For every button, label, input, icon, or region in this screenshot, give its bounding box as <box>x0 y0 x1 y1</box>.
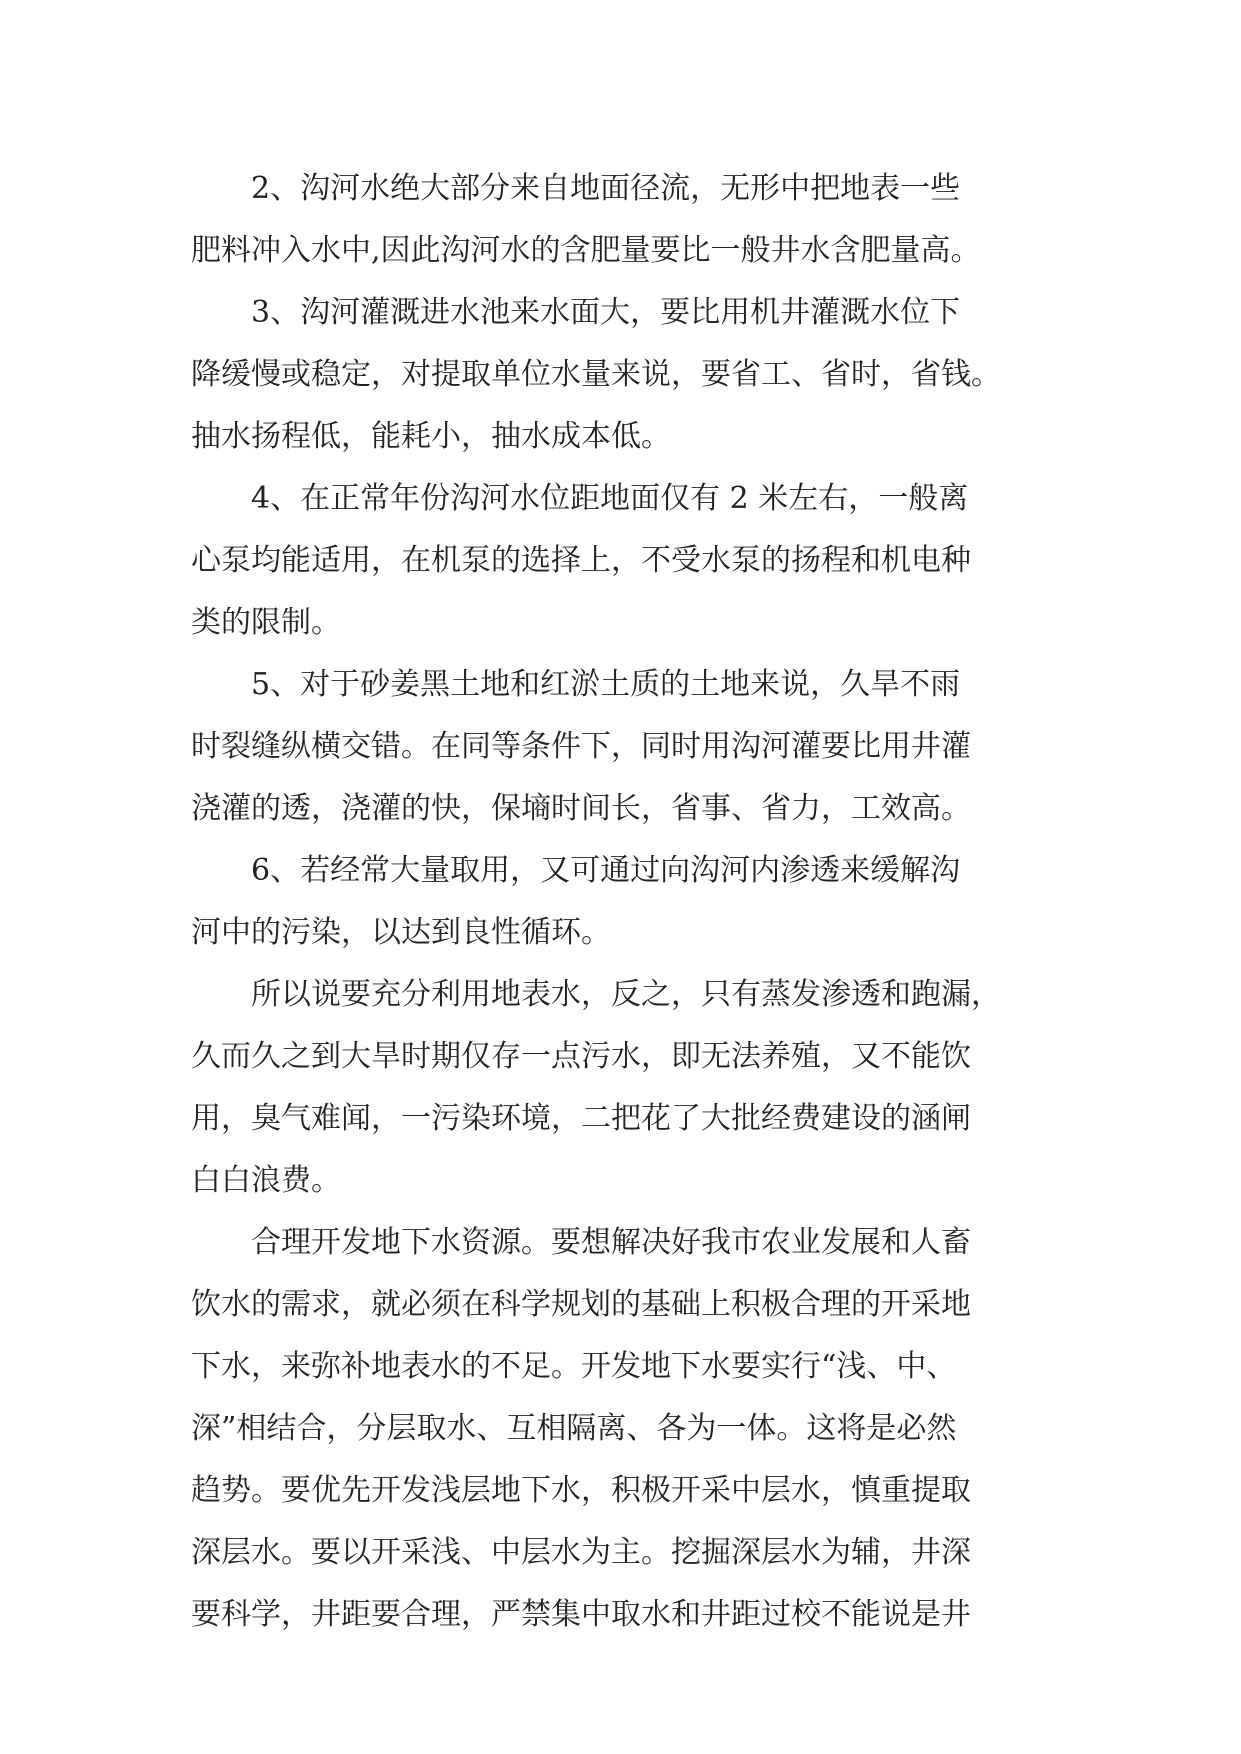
text-line: 河中的污染，以达到良性循环。 <box>191 915 611 950</box>
text-line: 所以说要充分利用地表水，反之，只有蒸发渗透和跑漏， <box>251 977 1001 1012</box>
text-line: 浇灌的透，浇灌的快，保墒时间长，省事、省力，工效高。 <box>191 791 971 826</box>
text-line: 合理开发地下水资源。要想解决好我市农业发展和人畜 <box>251 1225 971 1260</box>
text-line: 肥料冲入水中,因此沟河水的含肥量要比一般井水含肥量高。 <box>191 233 981 268</box>
text-line: 用，臭气难闻，一污染环境，二把花了大批经费建设的涵闸 <box>191 1101 971 1136</box>
text-line: 白白浪费。 <box>191 1163 341 1198</box>
text-line: 降缓慢或稳定，对提取单位水量来说，要省工、省时，省钱。 <box>191 357 1001 392</box>
text-line: 下水，来弥补地表水的不足。开发地下水要实行“浅、中、 <box>191 1349 957 1384</box>
text-line: 3、沟河灌溉进水池来水面大，要比用机井灌溉水位下 <box>251 295 961 330</box>
text-line: 要科学，井距要合理，严禁集中取水和井距过校不能说是井 <box>191 1597 971 1632</box>
text-line: 深层水。要以开采浅、中层水为主。挖掘深层水为辅，井深 <box>191 1535 971 1570</box>
text-line: 类的限制。 <box>191 605 341 640</box>
text-line: 心泵均能适用，在机泵的选择上，不受水泵的扬程和机电种 <box>191 543 971 578</box>
text-line: 5、对于砂姜黑土地和红淤土质的土地来说，久旱不雨 <box>251 667 961 702</box>
text-line: 趋势。要优先开发浅层地下水，积极开采中层水，慎重提取 <box>191 1473 971 1508</box>
text-line: 2、沟河水绝大部分来自地面径流，无形中把地表一些 <box>251 171 961 206</box>
text-line: 6、若经常大量取用，又可通过向沟河内渗透来缓解沟 <box>251 853 961 888</box>
text-line: 抽水扬程低，能耗小，抽水成本低。 <box>191 419 671 454</box>
text-line: 深”相结合，分层取水、互相隔离、各为一体。这将是必然 <box>191 1411 957 1446</box>
text-line: 久而久之到大旱时期仅存一点污水，即无法养殖，又不能饮 <box>191 1039 971 1074</box>
text-line: 4、在正常年份沟河水位距地面仅有 2 米左右，一般离 <box>251 481 969 516</box>
text-line: 时裂缝纵横交错。在同等条件下，同时用沟河灌要比用井灌 <box>191 729 971 764</box>
document-body <box>191 158 1071 1646</box>
text-line: 饮水的需求，就必须在科学规划的基础上积极合理的开采地 <box>191 1287 971 1322</box>
